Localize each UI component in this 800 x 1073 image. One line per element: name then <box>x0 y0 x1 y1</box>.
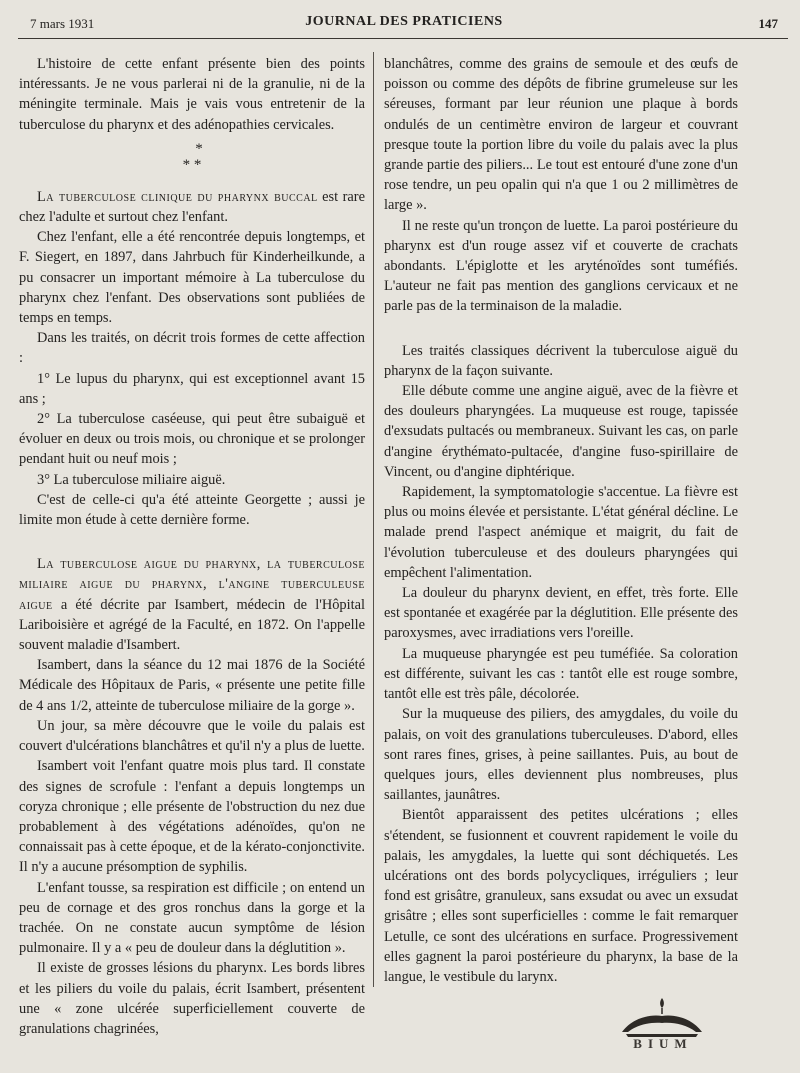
paragraph: C'est de celle-ci qu'a été atteinte Georgette ; aussi je limite mon étude à cette dernière forme. <box>19 491 365 529</box>
paragraph: Bientôt apparaissent des petites ulcérations ; elles s'étendent, se fusionnent et couvrent rapidement le voile du palais, les amygdales, la luette qui sont déchiquetés. Les ulcérations ont des bords polycycliques, irréguliers ; leur fond est grisâtre, granuleux, sans exsudat ou avec un exsudat grisâtre ; elles sont superficielles : comme le fait remarquer Letulle, ce sont des ulcérations en surface. Progressivement elles gagnent la paroi postérieure du pharynx, la base de la langue, le vestibule du larynx. <box>384 807 738 985</box>
paragraph: Sur la muqueuse des piliers, des amygdales, du voile du palais, on voit des granulations tuberculeuses. D'abord, elles sont rares fines, grises, à peine saillantes. Puis, au bout de quelques jours, elles deviennent plus nombreuses, plus saillantes, jaunâtres. <box>384 706 738 804</box>
logo-label: BIUM <box>633 1036 693 1051</box>
paragraph: L'enfant tousse, sa respiration est difficile ; on entend un peu de cornage et des gros ronchus dans la gorge et la trachée. On ne constate aucun symptôme de lésion pulmonaire. Il y a « peu de douleur dans la déglutition ». <box>19 879 365 957</box>
journal-title: JOURNAL DES PRATICIENS <box>305 14 503 29</box>
issue-date: 7 mars 1931 <box>30 16 95 31</box>
paragraph: La douleur du pharynx devient, en effet, très forte. Elle est spontanée et exagérée par la déglutition. Elle présente des paroxysmes, avec irradiations vers l'oreille. <box>384 585 738 642</box>
section-lead: La tuberculose clinique du pharynx buccal <box>37 188 318 205</box>
column-divider <box>373 52 374 987</box>
paragraph: Isambert voit l'enfant quatre mois plus tard. Il constate des signes de scrofule : l'enfant a depuis longtemps un coryza chronique ; elle présente de l'obstruction du nez due probablement à des végétations adénoïdes, qu'on ne connaissait pas à cette époque, et de la kérato-conjonctivite. Il n'y a aucune présomption de syphilis. <box>19 758 365 876</box>
header-rule <box>18 38 788 39</box>
right-column <box>384 54 738 987</box>
paragraph: Un jour, sa mère découvre que le voile du palais est couvert d'ulcérations blanchâtres et qu'il n'y a plus de luette. <box>19 717 365 755</box>
paragraph: Rapidement, la symptomatologie s'accentue. La fièvre est plus ou moins élevée et persistante. L'état général décline. Le malade prend l'aspect anémique et maigrit, du fait de l'évolution tuberculeuse et des douleurs pharyngées qui empêchent l'alimentation. <box>384 484 738 581</box>
paragraph: Dans les traités, on décrit trois formes de cette affection : <box>19 330 365 367</box>
paragraph: 2° La tuberculose caséeuse, qui peut être subaiguë et évoluer en deux ou trois mois, ou chronique et se prolonger pendant huit ou neuf mois ; <box>19 411 365 468</box>
paragraph: Chez l'enfant, elle a été rencontrée depuis longtemps, et F. Siegert, en 1897, dans Jahrbuch für Kinderheilkunde, a pu consacrer un important mémoire à La tuberculose du pharynx chez l'enfant. Des observations sont publiées de temps en temps. <box>19 229 365 327</box>
asterism-top: * <box>195 140 203 157</box>
paragraph: a été décrite par Isambert, médecin de l'Hôpital Lariboisière et agrégé de la Faculté, en 1872. On l'appelle souvent maladie d'Isambert. <box>19 596 365 654</box>
paragraph: Isambert, dans la séance du 12 mai 1876 de la Société Médicale des Hôpitaux de Paris, « présente une petite fille de 4 ans 1/2, atteinte de tuberculose miliaire de la gorge ». <box>19 657 365 714</box>
asterism-bottom: * * <box>182 156 202 173</box>
paragraph: La muqueuse pharyngée est peu tuméfiée. Sa coloration est différente, suivant les cas : tantôt elle est rouge sombre, tantôt elle est très pâle, décolorée. <box>384 645 738 703</box>
paragraph: est rare chez l'adulte et surtout chez l'enfant. <box>19 188 365 226</box>
paragraph: Il ne reste qu'un tronçon de luette. La paroi postérieure du pharynx est d'un rouge assez vif et couverte de crachats abondants. L'épiglotte et les aryténoïdes sont tuméfiés. L'auteur ne fait pas mention des ganglions cervicaux et ne parle pas de la terminaison de la maladie. <box>384 217 738 315</box>
page-number: 147 <box>758 16 778 31</box>
paragraph: 1° Le lupus du pharynx, qui est exceptionnel avant 15 ans ; <box>19 370 365 407</box>
section-asterism <box>19 141 365 173</box>
paragraph: 3° La tuberculose miliaire aiguë. <box>37 471 226 488</box>
section-lead: La tuberculose aigue du pharynx, la tuberculose miliaire aigue du pharynx, l'angine tuberculeuse aigue <box>19 556 365 613</box>
paragraph: Les traités classiques décrivent la tuberculose aiguë du pharynx de la façon suivante. <box>384 342 738 379</box>
paragraph: L'histoire de cette enfant présente bien des points intéressants. Je ne vous parlerai ni de la granulie, ni de la méningite terminale. Mais je vais vous entretenir de la tuberculose du pharynx et des adénopathies cervicales. <box>19 56 365 133</box>
left-column <box>19 54 365 1039</box>
paragraph: Il existe de grosses lésions du pharynx. Les bords libres et les piliers du voile du palais, écrit Isambert, présentent une « zone ulcérée superficiellement couverte de granulations chagrinées, <box>19 960 365 1037</box>
running-head <box>30 14 778 36</box>
paragraph: blanchâtres, comme des grains de semoule et des œufs de poisson ou comme des dépôts de fibrine grumeleuse sur les séreuses, formant par leur réunion une plaque à bords ondulés de un centimètre environ de largeur et couvrant presque toute la portion libre du voile du palais avec la plus grande partie des piliers... Le tout est entouré d'une zone d'un rose tendre, un peu opalin qui n'a que 1 ou 2 millimètres de large ». <box>384 56 738 214</box>
paragraph: Elle débute comme une angine aiguë, avec de la fièvre et des douleurs pharyngées. La muqueuse est rouge, tapissée d'exsudats pultacés ou membraneux. Suivant les cas, on parle d'angine érythémato-pultacée, d'angine fuso-spirillaire de Vincent, ou d'angine diphtérique. <box>384 383 738 480</box>
